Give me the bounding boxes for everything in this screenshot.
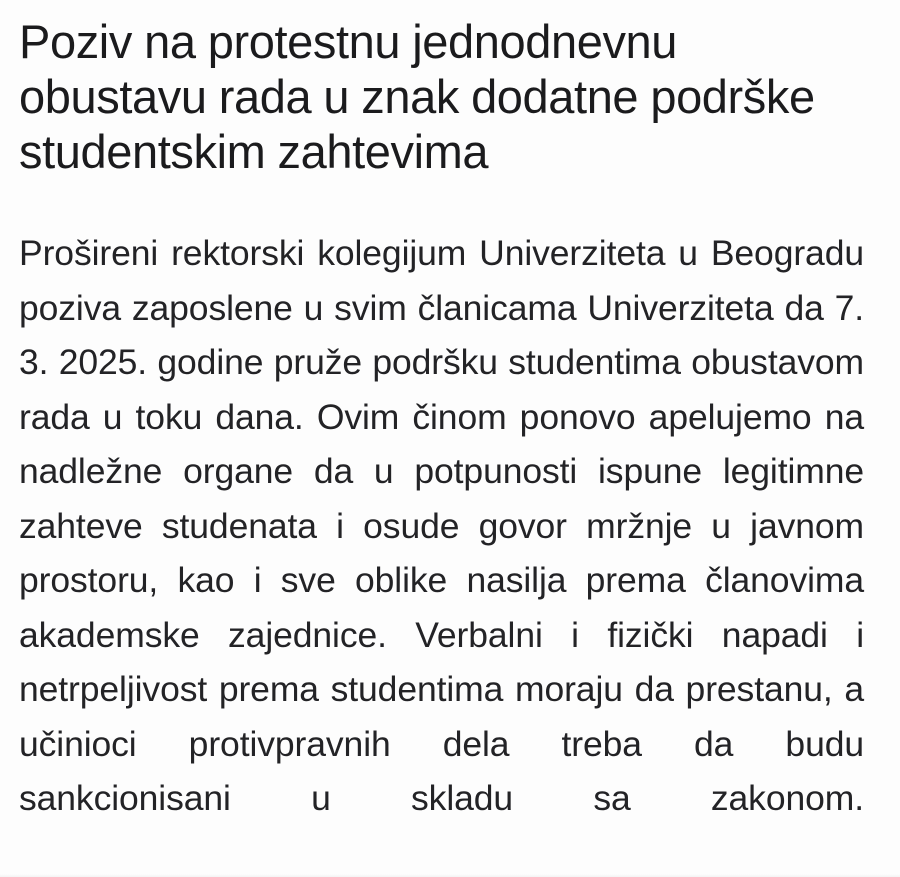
article-body-paragraph: Prošireni rektorski kolegijum Univerziteta u Beogradu poziva zaposlene u svim članicama Univerziteta da 7. 3. 2025. godine pruže podršku studentima obustavom rada u toku dana. Ovim činom ponovo apelujemo na nadležne organe da u potpunosti ispune legitimne zahteve studenata i osude govor mržnje u javnom prostoru, kao i sve oblike nasilja prema članovima akademske zajednice. Verbalni i fizički napadi i netrpeljivost prema studentima moraju da prestanu, a učinioci protivpravnih dela treba da budu sankcionisani u skladu sa zakonom.: [19, 233, 864, 818]
page-title: Poziv na protestnu jednodnevnu obustavu rada u znak dodatne podrške studentskim zahtevima: [19, 15, 815, 178]
